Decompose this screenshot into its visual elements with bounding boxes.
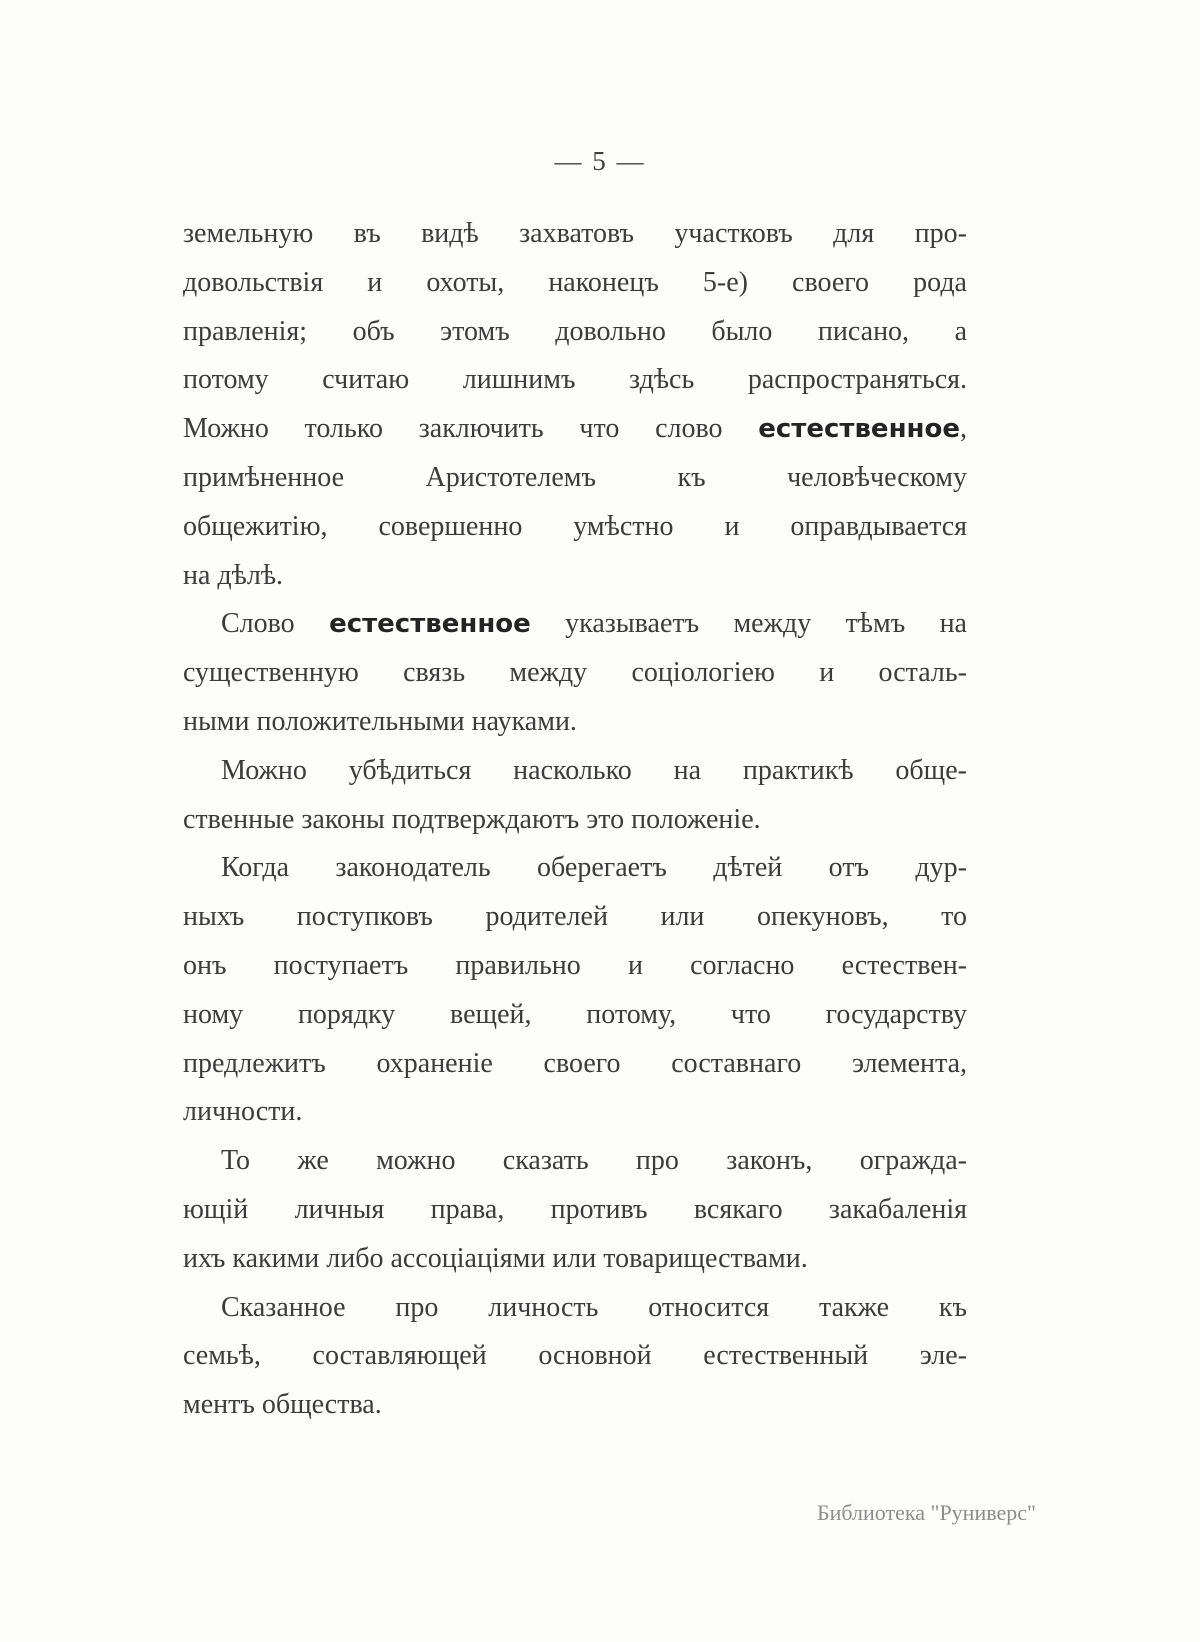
text-segment: потому считаю лишнимъ здѣсь распространяться.	[183, 364, 967, 396]
text-line	[183, 356, 967, 405]
text-segment: ными положительными науками.	[183, 705, 577, 737]
page-number: — 5 —	[554, 146, 646, 176]
emphasized-word: естественное	[329, 609, 531, 640]
text-line	[183, 1284, 967, 1333]
text-segment: личности.	[183, 1096, 303, 1128]
text-segment: правленія; объ этомъ довольно было писано, а	[183, 315, 967, 347]
text-line	[183, 893, 967, 942]
text-segment: общежитію, совершенно умѣстно и оправдывается	[183, 510, 967, 542]
text-segment: Когда законодатель оберегаетъ дѣтей отъ дур-	[221, 852, 967, 884]
text-line	[183, 1040, 967, 1089]
paragraph	[183, 600, 967, 746]
text-segment: на дѣлѣ.	[183, 559, 284, 591]
paragraph	[183, 1284, 967, 1430]
text-line	[183, 1186, 967, 1235]
library-watermark: Библиотека "Руниверс"	[816, 1500, 1036, 1525]
text-segment: Сказанное про личность относится также къ	[221, 1291, 967, 1323]
text-line	[183, 308, 967, 357]
text-segment: онъ поступаетъ правильно и согласно естествен-	[183, 949, 967, 981]
text-line	[183, 552, 967, 601]
text-segment: Можно убѣдиться насколько на практикѣ обще-	[221, 754, 967, 786]
paragraph	[183, 844, 967, 1137]
text-line	[183, 600, 967, 649]
text-line	[183, 259, 967, 308]
text-segment: То же можно сказать про законъ, огражда-	[221, 1145, 967, 1177]
paragraph	[183, 747, 967, 845]
text-segment: ныхъ поступковъ родителей или опекуновъ, то	[183, 901, 967, 933]
text-segment: ментъ общества.	[183, 1389, 382, 1421]
text-line	[183, 844, 967, 893]
text-line	[183, 991, 967, 1040]
text-segment: ному порядку вещей, потому, что государству	[183, 998, 967, 1030]
text-line	[183, 942, 967, 991]
text-segment: Слово	[221, 608, 330, 640]
text-line	[183, 747, 967, 796]
text-segment: примѣненное Аристотелемъ къ человѣческому	[183, 461, 967, 493]
text-segment: существенную связь между соціологіею и осталь-	[183, 657, 967, 689]
text-segment: ющій личныя права, противъ всякаго закабаленія	[183, 1193, 967, 1225]
text-segment: предлежитъ охраненіе своего составнаго элемента,	[183, 1047, 967, 1079]
text-line	[183, 1332, 967, 1381]
paragraph	[183, 210, 967, 600]
text-segment: ихъ какими либо ассоціаціями или товариществами.	[183, 1242, 808, 1274]
text-line	[183, 454, 967, 503]
text-line	[183, 1137, 967, 1186]
emphasized-word: естественное	[758, 414, 960, 445]
text-line	[183, 796, 967, 845]
text-line	[183, 1088, 967, 1137]
text-line	[183, 1235, 967, 1284]
text-segment: указываетъ между тѣмъ на	[530, 608, 967, 640]
text-line	[183, 698, 967, 747]
text-line	[183, 1381, 967, 1430]
text-segment: ,	[960, 413, 967, 445]
text-block	[183, 210, 967, 1430]
text-line	[183, 503, 967, 552]
text-line	[183, 210, 967, 259]
paragraph	[183, 1137, 967, 1283]
text-segment: довольствія и охоты, наконецъ 5-е) своего рода	[183, 266, 967, 298]
text-segment: Можно только заключить что слово	[183, 413, 759, 445]
text-segment: ственные законы подтверждаютъ это положеніе.	[183, 803, 761, 835]
text-line	[183, 405, 967, 454]
text-segment: семьѣ, составляющей основной естественный эле-	[183, 1340, 967, 1372]
text-line	[183, 649, 967, 698]
text-segment: земельную въ видѣ захватовъ участковъ для про-	[183, 218, 967, 249]
